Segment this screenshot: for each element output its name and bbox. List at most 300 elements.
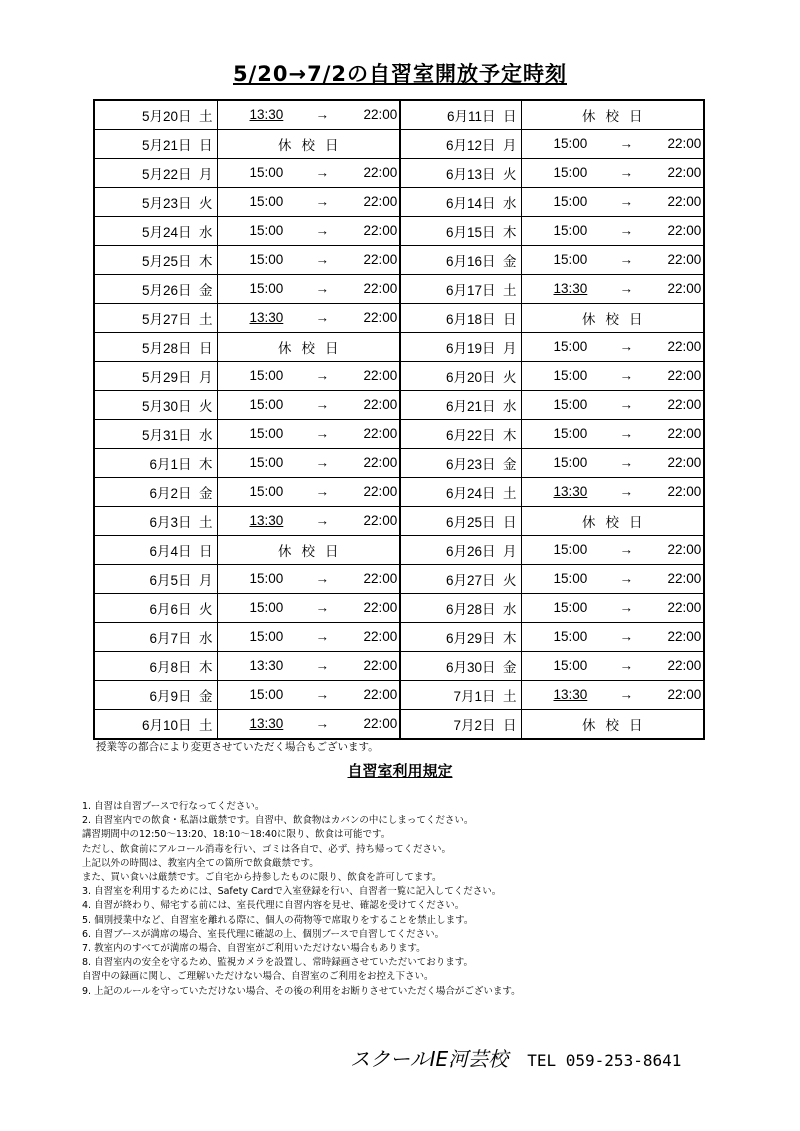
schedule-row [94, 565, 704, 594]
time-cell [521, 304, 704, 333]
arrow-icon: → [315, 455, 329, 470]
arrow-icon: → [619, 223, 633, 238]
arrow-icon: → [315, 194, 329, 209]
date-cell [400, 362, 521, 391]
date-text: 6月2日 [149, 486, 192, 501]
schedule-row [94, 710, 704, 740]
start-time: 15:00 [553, 455, 588, 470]
weekday-text: 土 [503, 283, 517, 298]
arrow-icon: → [315, 165, 329, 180]
weekday-text: 木 [503, 225, 517, 240]
date-text: 6月23日 [445, 457, 496, 472]
date-cell [400, 275, 521, 304]
school-name: スクールIE河芸校 [350, 1047, 509, 1071]
rule-line: 講習期間中の12:50～13:20、18:10～18:40に限り、飲食は可能です。 [82, 829, 391, 841]
time-cell [217, 188, 400, 217]
start-time: 15:00 [249, 426, 284, 441]
weekday-text: 火 [503, 573, 517, 588]
date-text: 6月17日 [445, 283, 496, 298]
date-cell [400, 130, 521, 159]
date-text: 5月28日 [141, 341, 192, 356]
date-cell [400, 710, 521, 740]
time-cell [217, 478, 400, 507]
date-cell [94, 362, 217, 391]
date-cell [94, 100, 217, 130]
end-time: 22:00 [667, 426, 702, 441]
date-cell [400, 681, 521, 710]
weekday-text: 火 [503, 167, 517, 182]
start-time: 15:00 [553, 542, 588, 557]
arrow-icon: → [619, 339, 633, 354]
schedule-row [94, 333, 704, 362]
weekday-text: 金 [503, 457, 517, 472]
end-time: 22:00 [363, 571, 398, 586]
start-time: 15:00 [553, 426, 588, 441]
rule-line: 5. 個別授業中など、自習室を離れる際に、個人の荷物等で席取りをすることを禁止します。 [82, 914, 474, 926]
date-text: 5月29日 [141, 370, 192, 385]
end-time: 22:00 [363, 223, 398, 238]
date-cell [400, 536, 521, 565]
date-text: 6月8日 [149, 660, 192, 675]
schedule-row [94, 275, 704, 304]
arrow-icon: → [315, 426, 329, 441]
arrow-icon: → [315, 687, 329, 702]
end-time: 22:00 [667, 571, 702, 586]
date-cell [94, 536, 217, 565]
closed-label: 休校日 [582, 718, 653, 733]
arrow-icon: → [619, 136, 633, 151]
weekday-text: 月 [503, 138, 517, 153]
start-time: 15:00 [249, 571, 284, 586]
date-text: 6月12日 [445, 138, 496, 153]
schedule-row [94, 623, 704, 652]
weekday-text: 木 [199, 457, 213, 472]
time-cell [217, 449, 400, 478]
date-text: 6月7日 [149, 631, 192, 646]
date-cell [94, 275, 217, 304]
weekday-text: 木 [199, 254, 213, 269]
arrow-icon: → [619, 658, 633, 673]
schedule-row [94, 478, 704, 507]
weekday-text: 日 [199, 544, 213, 559]
date-text: 6月20日 [445, 370, 496, 385]
date-cell [400, 449, 521, 478]
end-time: 22:00 [667, 136, 702, 151]
schedule-table [93, 99, 705, 740]
end-time: 22:00 [667, 223, 702, 238]
time-cell [217, 623, 400, 652]
date-text: 5月27日 [141, 312, 192, 327]
start-time: 13:30 [249, 658, 284, 673]
end-time: 22:00 [363, 426, 398, 441]
date-text: 5月21日 [141, 138, 192, 153]
weekday-text: 月 [199, 370, 213, 385]
date-text: 6月25日 [445, 515, 496, 530]
date-text: 6月14日 [445, 196, 496, 211]
start-time: 15:00 [553, 165, 588, 180]
date-cell [400, 391, 521, 420]
date-cell [94, 217, 217, 246]
end-time: 22:00 [667, 629, 702, 644]
arrow-icon: → [315, 281, 329, 296]
date-cell [94, 623, 217, 652]
end-time: 22:00 [667, 455, 702, 470]
weekday-text: 日 [503, 515, 517, 530]
end-time: 22:00 [667, 339, 702, 354]
date-text: 6月3日 [149, 515, 192, 530]
arrow-icon: → [619, 542, 633, 557]
end-time: 22:00 [667, 368, 702, 383]
start-time: 15:00 [249, 223, 284, 238]
time-cell [217, 652, 400, 681]
date-cell [400, 478, 521, 507]
weekday-text: 金 [199, 689, 213, 704]
arrow-icon: → [619, 397, 633, 412]
weekday-text: 日 [199, 138, 213, 153]
start-time: 15:00 [249, 165, 284, 180]
time-cell [217, 420, 400, 449]
arrow-icon: → [619, 194, 633, 209]
arrow-icon: → [619, 571, 633, 586]
schedule-row [94, 304, 704, 333]
weekday-text: 水 [199, 428, 213, 443]
time-cell [217, 275, 400, 304]
arrow-icon: → [315, 107, 329, 122]
start-time: 13:30 [249, 513, 284, 528]
date-text: 5月31日 [141, 428, 192, 443]
arrow-icon: → [315, 600, 329, 615]
end-time: 22:00 [363, 600, 398, 615]
schedule-row [94, 420, 704, 449]
arrow-icon: → [619, 629, 633, 644]
date-text: 5月23日 [141, 196, 192, 211]
arrow-icon: → [315, 658, 329, 673]
date-text: 5月25日 [141, 254, 192, 269]
arrow-icon: → [619, 252, 633, 267]
start-time: 13:30 [553, 687, 588, 702]
start-time: 13:30 [553, 484, 588, 499]
time-cell [521, 507, 704, 536]
date-text: 6月5日 [149, 573, 192, 588]
start-time: 15:00 [249, 397, 284, 412]
arrow-icon: → [619, 368, 633, 383]
end-time: 22:00 [667, 194, 702, 209]
time-cell [217, 304, 400, 333]
schedule-row [94, 159, 704, 188]
end-time: 22:00 [667, 484, 702, 499]
time-cell [217, 594, 400, 623]
rule-line: 8. 自習室内の安全を守るため、監視カメラを設置し、常時録画させていただいております。 [82, 957, 473, 969]
time-cell [217, 130, 400, 159]
date-text: 6月13日 [445, 167, 496, 182]
date-text: 7月1日 [453, 689, 496, 704]
rules-title: 自習室利用規定 [347, 762, 453, 780]
time-cell [217, 681, 400, 710]
date-cell [400, 594, 521, 623]
time-cell [217, 333, 400, 362]
weekday-text: 日 [503, 109, 517, 124]
schedule-row [94, 100, 704, 130]
time-cell [521, 130, 704, 159]
arrow-icon: → [619, 600, 633, 615]
time-cell [521, 217, 704, 246]
date-cell [400, 246, 521, 275]
date-cell [94, 507, 217, 536]
date-cell [94, 594, 217, 623]
end-time: 22:00 [363, 513, 398, 528]
end-time: 22:00 [363, 397, 398, 412]
time-cell [521, 710, 704, 740]
closed-label: 休校日 [582, 312, 653, 327]
end-time: 22:00 [667, 165, 702, 180]
end-time: 22:00 [667, 658, 702, 673]
end-time: 22:00 [363, 165, 398, 180]
time-cell [217, 217, 400, 246]
time-cell [521, 391, 704, 420]
weekday-text: 月 [199, 167, 213, 182]
end-time: 22:00 [667, 600, 702, 615]
weekday-text: 水 [503, 399, 517, 414]
weekday-text: 土 [199, 515, 213, 530]
closed-label: 休校日 [278, 341, 349, 356]
time-cell [521, 275, 704, 304]
date-text: 5月30日 [141, 399, 192, 414]
date-text: 6月27日 [445, 573, 496, 588]
schedule-row [94, 681, 704, 710]
weekday-text: 木 [503, 631, 517, 646]
date-text: 6月10日 [141, 718, 192, 733]
rule-line: 上記以外の時間は、教室内全ての箇所で飲食厳禁です。 [82, 857, 319, 869]
rule-line: 9. 上記のルールを守っていただけない場合、その後の利用をお断りさせていただく場合がございます。 [82, 985, 521, 997]
time-cell [521, 449, 704, 478]
date-cell [400, 188, 521, 217]
date-cell [94, 188, 217, 217]
date-cell [94, 565, 217, 594]
end-time: 22:00 [363, 629, 398, 644]
end-time: 22:00 [363, 716, 398, 731]
time-cell [521, 246, 704, 275]
schedule-row [94, 217, 704, 246]
date-cell [400, 159, 521, 188]
weekday-text: 金 [503, 660, 517, 675]
date-text: 6月15日 [445, 225, 496, 240]
rule-line: ただし、飲食前にアルコール消毒を行い、ゴミは各自で、必ず、持ち帰ってください。 [82, 843, 451, 855]
schedule-row [94, 188, 704, 217]
date-text: 6月24日 [445, 486, 496, 501]
page-title: 5/20→7/2の自習室開放予定時刻 [233, 62, 567, 86]
date-cell [94, 420, 217, 449]
rule-line: 1. 自習は自習ブースで行なってください。 [82, 801, 265, 812]
arrow-icon: → [315, 397, 329, 412]
date-text: 6月11日 [446, 109, 496, 124]
weekday-text: 水 [503, 196, 517, 211]
date-text: 6月4日 [149, 544, 192, 559]
date-cell [400, 565, 521, 594]
date-text: 6月30日 [445, 660, 496, 675]
date-cell [94, 710, 217, 740]
date-text: 6月6日 [149, 602, 192, 617]
date-cell [94, 130, 217, 159]
start-time: 15:00 [553, 339, 588, 354]
rule-line: 6. 自習ブースが満席の場合、室長代理に確認の上、個別ブースで自習してください。 [82, 928, 445, 940]
weekday-text: 日 [199, 341, 213, 356]
schedule-row [94, 507, 704, 536]
end-time: 22:00 [363, 484, 398, 499]
time-cell [521, 478, 704, 507]
time-cell [217, 710, 400, 740]
start-time: 15:00 [249, 629, 284, 644]
time-cell [521, 652, 704, 681]
arrow-icon: → [619, 455, 633, 470]
arrow-icon: → [315, 716, 329, 731]
schedule-note: 授業等の都合により変更させていただく場合もございます。 [96, 741, 379, 753]
start-time: 15:00 [553, 571, 588, 586]
start-time: 15:00 [553, 600, 588, 615]
closed-label: 休校日 [582, 109, 653, 124]
weekday-text: 日 [503, 718, 517, 733]
weekday-text: 月 [503, 341, 517, 356]
arrow-icon: → [315, 571, 329, 586]
weekday-text: 月 [503, 544, 517, 559]
arrow-icon: → [315, 484, 329, 499]
end-time: 22:00 [363, 252, 398, 267]
weekday-text: 水 [199, 225, 213, 240]
date-text: 5月24日 [141, 225, 192, 240]
schedule-row [94, 246, 704, 275]
date-cell [94, 449, 217, 478]
end-time: 22:00 [363, 107, 398, 122]
rule-line: 4. 自習が終わり、帰宅する前には、室長代理に自習内容を見せ、確認を受けてください。 [82, 900, 465, 912]
rule-line: 3. 自習室を利用するためには、Safety Cardで入室登録を行い、自習者一覧に記入してください。 [82, 886, 502, 898]
arrow-icon: → [315, 252, 329, 267]
weekday-text: 日 [503, 312, 517, 327]
date-text: 6月16日 [445, 254, 496, 269]
schedule-row [94, 130, 704, 159]
rule-line: また、買い食いは厳禁です。ご自宅から持参したものに限り、飲食を許可してます。 [82, 872, 442, 884]
arrow-icon: → [315, 368, 329, 383]
date-cell [400, 217, 521, 246]
start-time: 13:30 [249, 310, 284, 325]
schedule-row [94, 362, 704, 391]
start-time: 15:00 [249, 252, 284, 267]
weekday-text: 金 [199, 486, 213, 501]
weekday-text: 木 [503, 428, 517, 443]
schedule-row [94, 391, 704, 420]
arrow-icon: → [619, 165, 633, 180]
date-cell [400, 304, 521, 333]
time-cell [521, 159, 704, 188]
start-time: 15:00 [249, 484, 284, 499]
end-time: 22:00 [363, 368, 398, 383]
weekday-text: 火 [199, 602, 213, 617]
date-cell [94, 304, 217, 333]
date-cell [400, 420, 521, 449]
weekday-text: 月 [199, 573, 213, 588]
date-text: 6月18日 [445, 312, 496, 327]
start-time: 13:30 [249, 716, 284, 731]
arrow-icon: → [315, 513, 329, 528]
start-time: 15:00 [249, 281, 284, 296]
weekday-text: 土 [503, 486, 517, 501]
time-cell [521, 536, 704, 565]
start-time: 15:00 [553, 252, 588, 267]
time-cell [521, 420, 704, 449]
end-time: 22:00 [363, 658, 398, 673]
arrow-icon: → [619, 426, 633, 441]
schedule-row [94, 449, 704, 478]
date-cell [94, 681, 217, 710]
time-cell [217, 100, 400, 130]
date-cell [400, 507, 521, 536]
date-text: 5月26日 [141, 283, 192, 298]
start-time: 15:00 [553, 223, 588, 238]
date-text: 6月9日 [149, 689, 192, 704]
time-cell [521, 594, 704, 623]
start-time: 15:00 [553, 194, 588, 209]
rule-line: 自習中の録画に関し、ご理解いただけない場合、自習室のご利用をお控え下さい。 [82, 971, 434, 983]
start-time: 15:00 [249, 687, 284, 702]
start-time: 15:00 [553, 368, 588, 383]
time-cell [521, 333, 704, 362]
arrow-icon: → [315, 629, 329, 644]
end-time: 22:00 [667, 252, 702, 267]
start-time: 15:00 [553, 658, 588, 673]
date-text: 6月21日 [445, 399, 496, 414]
time-cell [521, 362, 704, 391]
schedule-row [94, 536, 704, 565]
end-time: 22:00 [363, 687, 398, 702]
footer [350, 1043, 681, 1072]
arrow-icon: → [315, 223, 329, 238]
weekday-text: 金 [199, 283, 213, 298]
rule-line: 2. 自習室内での飲食・私語は厳禁です。自習中、飲食物はカバンの中にしまってください。 [82, 815, 474, 827]
weekday-text: 水 [199, 631, 213, 646]
date-cell [94, 159, 217, 188]
time-cell [521, 565, 704, 594]
closed-label: 休校日 [278, 138, 349, 153]
date-text: 6月1日 [149, 457, 192, 472]
time-cell [217, 362, 400, 391]
end-time: 22:00 [363, 281, 398, 296]
end-time: 22:00 [667, 397, 702, 412]
end-time: 22:00 [667, 542, 702, 557]
weekday-text: 木 [199, 660, 213, 675]
start-time: 13:30 [553, 281, 588, 296]
time-cell [217, 391, 400, 420]
arrow-icon: → [619, 281, 633, 296]
time-cell [217, 246, 400, 275]
start-time: 15:00 [249, 455, 284, 470]
closed-label: 休校日 [278, 544, 349, 559]
date-cell [400, 100, 521, 130]
end-time: 22:00 [363, 194, 398, 209]
start-time: 15:00 [249, 368, 284, 383]
schedule-row [94, 652, 704, 681]
weekday-text: 火 [199, 196, 213, 211]
start-time: 15:00 [553, 397, 588, 412]
date-cell [400, 652, 521, 681]
start-time: 15:00 [553, 136, 588, 151]
date-cell [94, 652, 217, 681]
time-cell [217, 507, 400, 536]
start-time: 15:00 [553, 629, 588, 644]
time-cell [521, 681, 704, 710]
date-cell [400, 333, 521, 362]
date-text: 6月19日 [445, 341, 496, 356]
time-cell [521, 100, 704, 130]
start-time: 15:00 [249, 600, 284, 615]
time-cell [217, 565, 400, 594]
